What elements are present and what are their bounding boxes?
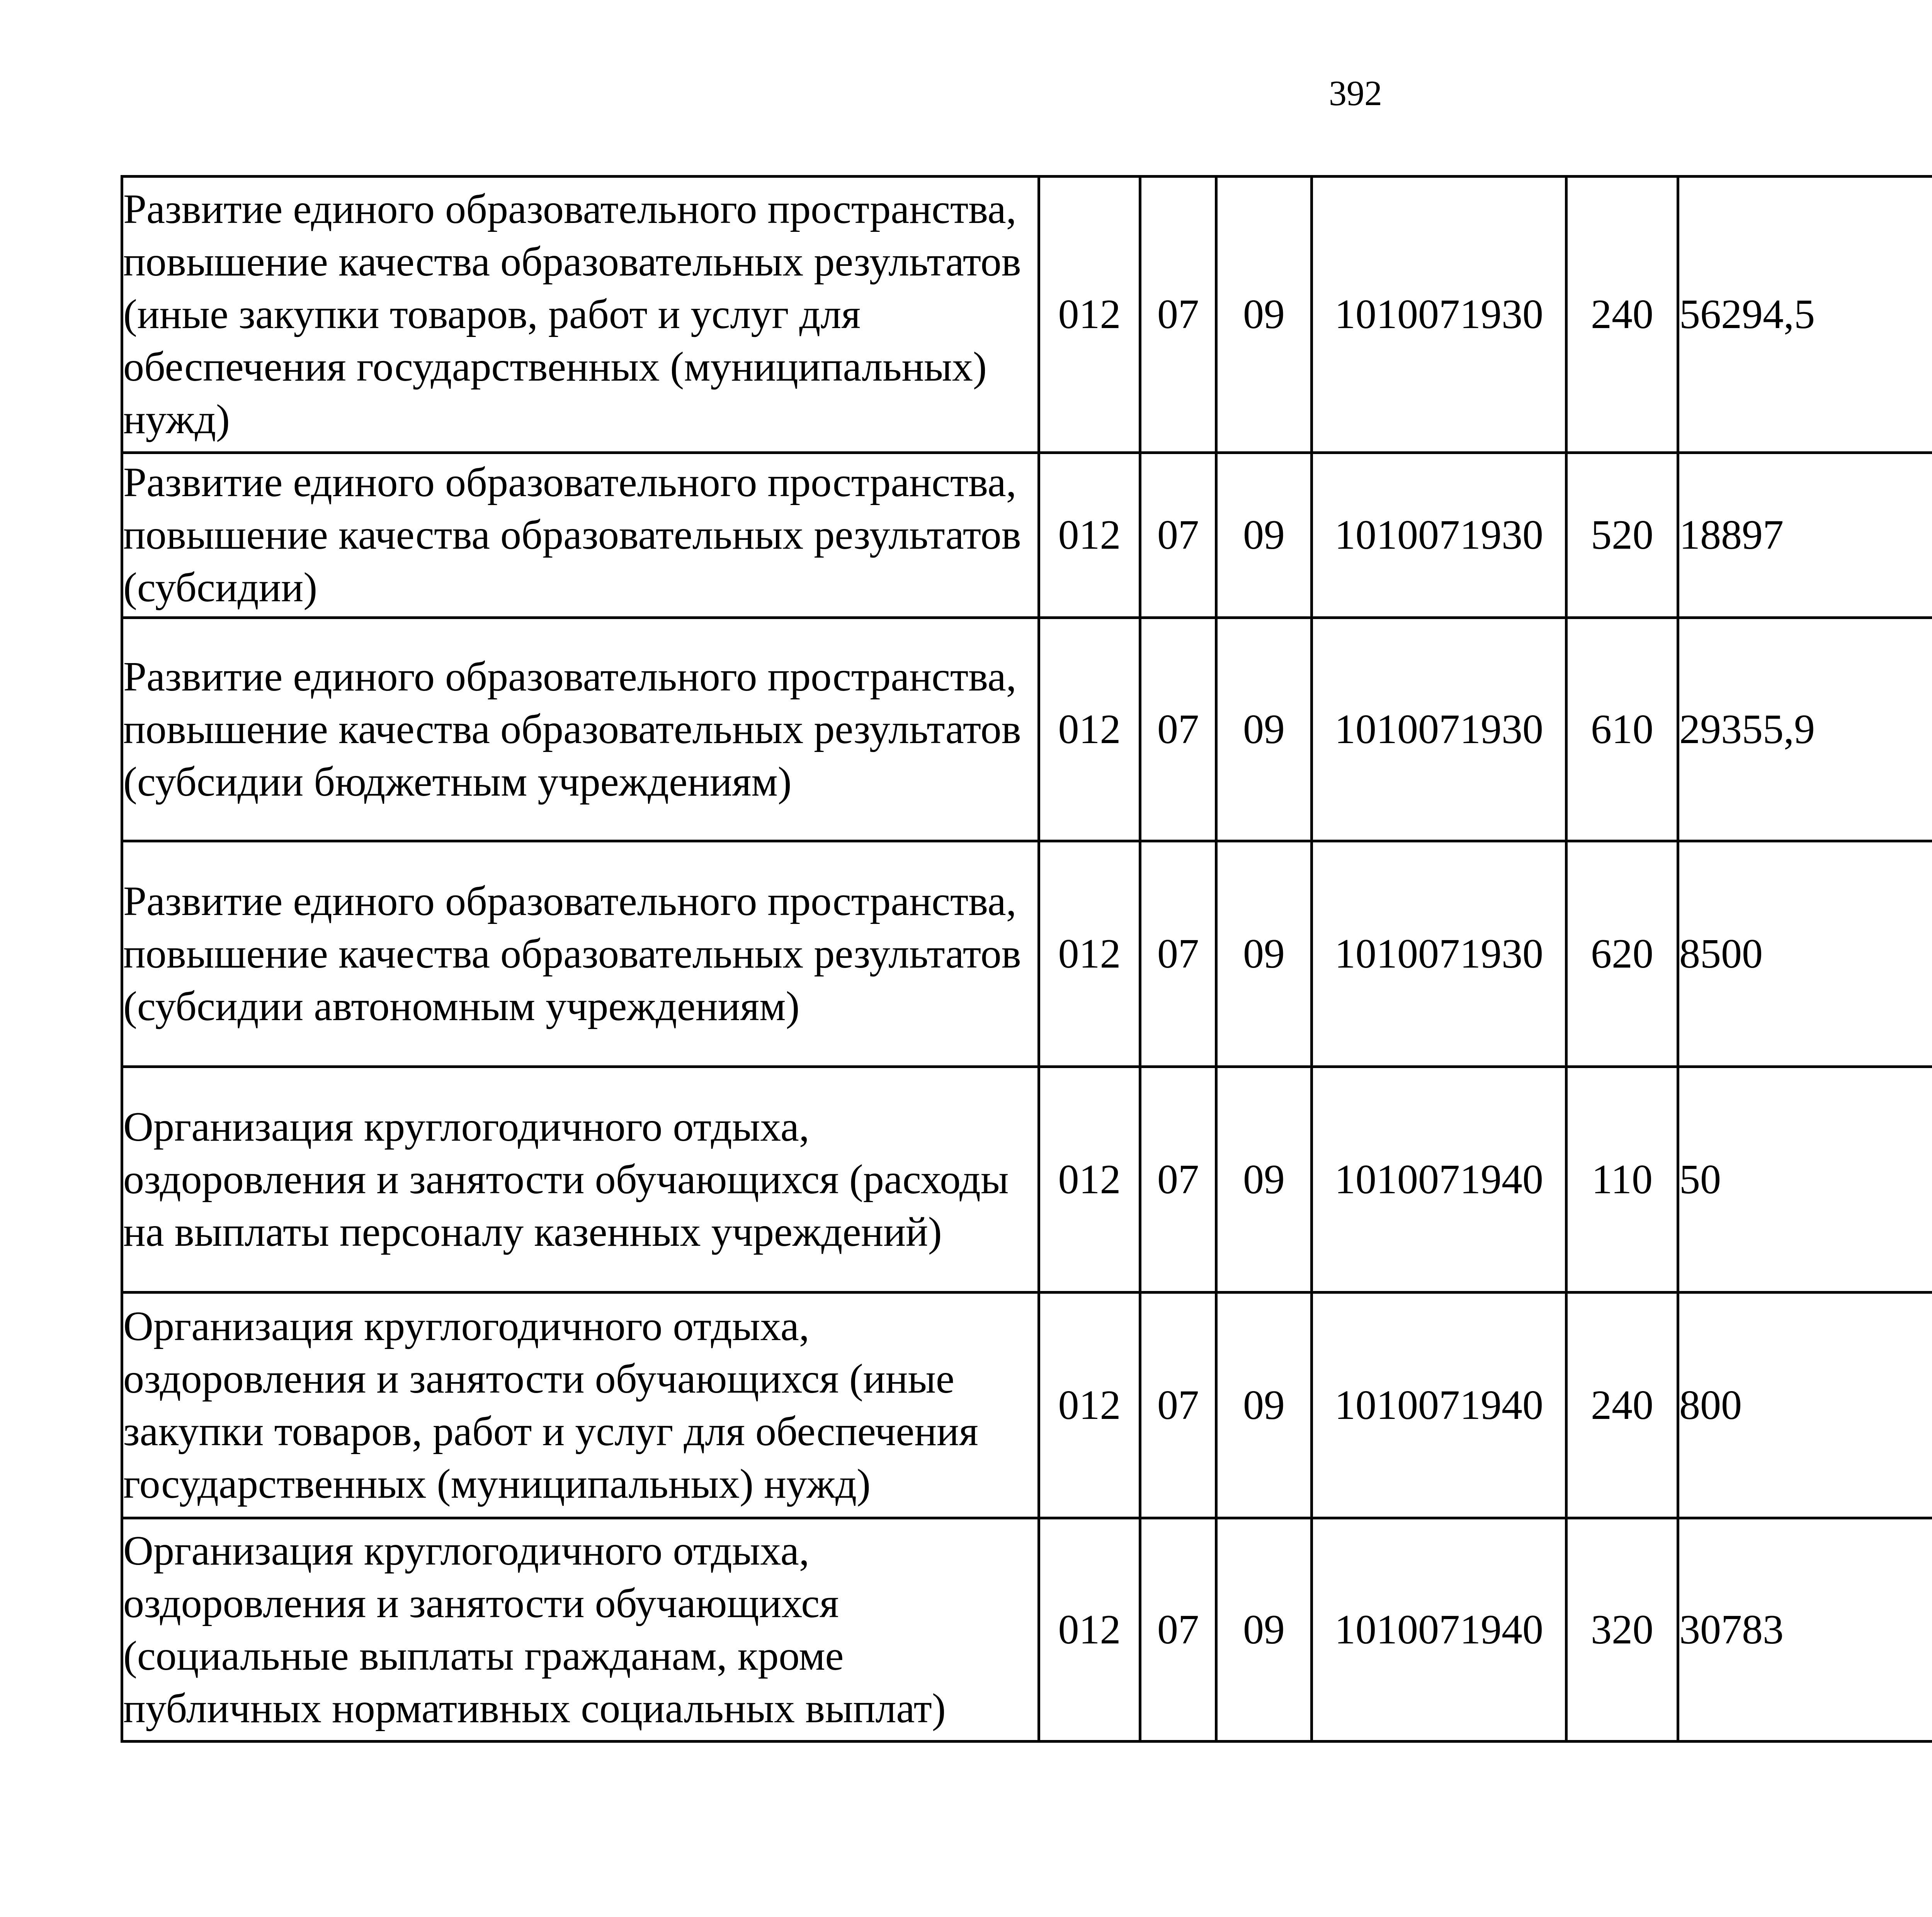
target-article-cell: 1010071940 xyxy=(1312,1518,1566,1742)
expense-name-cell: Организация круглогодичного отдыха, оздоровления и занятости обучающихся (расходы на выплаты персоналу казенных учреждений) xyxy=(122,1067,1039,1293)
subsection-code-cell: 09 xyxy=(1216,453,1312,618)
section-code-cell: 07 xyxy=(1140,1518,1216,1742)
ministry-code-cell: 012 xyxy=(1039,1293,1140,1518)
subsection-code-cell: 09 xyxy=(1216,1293,1312,1518)
amount-1-cell: 30783 xyxy=(1678,1518,1932,1742)
table-row xyxy=(122,618,1932,841)
amount-1-cell: 50 xyxy=(1678,1067,1932,1293)
target-article-cell: 1010071930 xyxy=(1312,841,1566,1067)
amount-1-cell: 29355,9 xyxy=(1678,618,1932,841)
amount-1-cell: 8500 xyxy=(1678,841,1932,1067)
table-row xyxy=(122,1293,1932,1518)
ministry-code-cell: 012 xyxy=(1039,618,1140,841)
section-code-cell: 07 xyxy=(1140,618,1216,841)
amount-1-cell: 18897 xyxy=(1678,453,1932,618)
ministry-code-cell: 012 xyxy=(1039,1067,1140,1293)
expense-type-cell: 620 xyxy=(1566,841,1678,1067)
table-row xyxy=(122,841,1932,1067)
expense-type-cell: 110 xyxy=(1566,1067,1678,1293)
expense-type-cell: 520 xyxy=(1566,453,1678,618)
amount-1-cell: 56294,5 xyxy=(1678,177,1932,453)
expense-name-cell: Организация круглогодичного отдыха, оздоровления и занятости обучающихся (иные закупки товаров, работ и услуг для обеспечения государственных (муниципальных) нужд) xyxy=(122,1293,1039,1518)
table-row xyxy=(122,1518,1932,1742)
target-article-cell: 1010071930 xyxy=(1312,618,1566,841)
subsection-code-cell: 09 xyxy=(1216,1067,1312,1293)
expense-name-cell: Развитие единого образовательного пространства, повышение качества образовательных результатов (субсидии) xyxy=(122,453,1039,618)
target-article-cell: 1010071940 xyxy=(1312,1293,1566,1518)
table-row xyxy=(122,1067,1932,1293)
table-row xyxy=(122,177,1932,453)
target-article-cell: 1010071930 xyxy=(1312,177,1566,453)
section-code-cell: 07 xyxy=(1140,1067,1216,1293)
expense-name-cell: Организация круглогодичного отдыха, оздоровления и занятости обучающихся (социальные выплаты гражданам, кроме публичных нормативных социальных выплат) xyxy=(122,1518,1039,1742)
section-code-cell: 07 xyxy=(1140,177,1216,453)
section-code-cell: 07 xyxy=(1140,1293,1216,1518)
subsection-code-cell: 09 xyxy=(1216,1518,1312,1742)
expense-type-cell: 240 xyxy=(1566,1293,1678,1518)
expense-type-cell: 320 xyxy=(1566,1518,1678,1742)
table-row xyxy=(122,453,1932,618)
ministry-code-cell: 012 xyxy=(1039,1518,1140,1742)
target-article-cell: 1010071940 xyxy=(1312,1067,1566,1293)
amount-1-cell: 800 xyxy=(1678,1293,1932,1518)
section-code-cell: 07 xyxy=(1140,841,1216,1067)
expense-type-cell: 610 xyxy=(1566,618,1678,841)
expense-name-cell: Развитие единого образовательного пространства, повышение качества образовательных результатов (субсидии бюджетным учреждениям) xyxy=(122,618,1039,841)
expense-type-cell: 240 xyxy=(1566,177,1678,453)
budget-table xyxy=(121,175,1932,1743)
section-code-cell: 07 xyxy=(1140,453,1216,618)
page-number: 392 xyxy=(1329,73,1382,113)
expense-name-cell: Развитие единого образовательного пространства, повышение качества образовательных результатов (иные закупки товаров, работ и услуг для обеспечения государственных (муниципальных) нужд) xyxy=(122,177,1039,453)
subsection-code-cell: 09 xyxy=(1216,841,1312,1067)
ministry-code-cell: 012 xyxy=(1039,841,1140,1067)
expense-name-cell: Развитие единого образовательного пространства, повышение качества образовательных результатов (субсидии автономным учреждениям) xyxy=(122,841,1039,1067)
subsection-code-cell: 09 xyxy=(1216,177,1312,453)
subsection-code-cell: 09 xyxy=(1216,618,1312,841)
table-body xyxy=(122,177,1932,1742)
target-article-cell: 1010071930 xyxy=(1312,453,1566,618)
ministry-code-cell: 012 xyxy=(1039,453,1140,618)
ministry-code-cell: 012 xyxy=(1039,177,1140,453)
